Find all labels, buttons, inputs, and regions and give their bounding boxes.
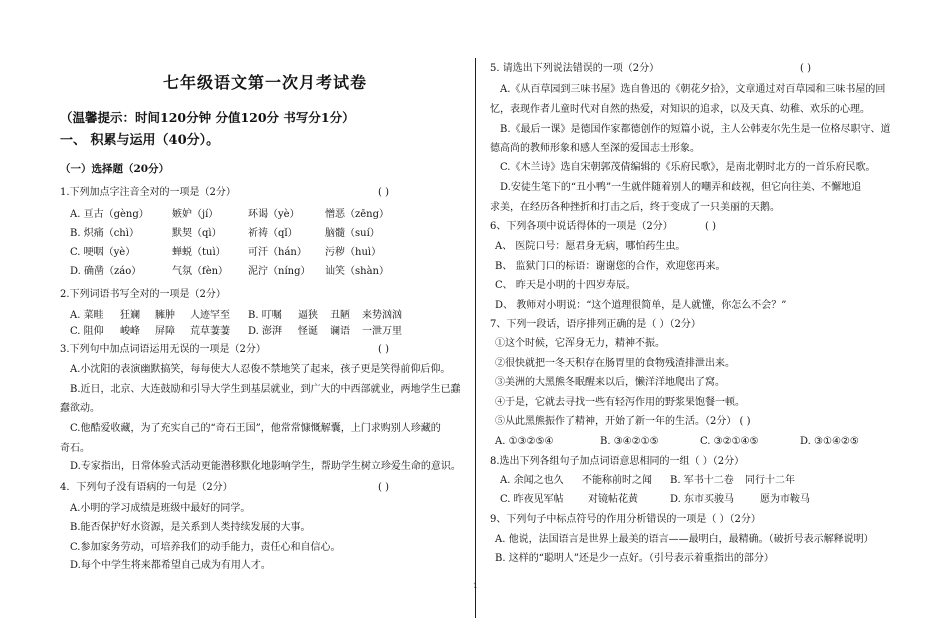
q1-option: 默契（qì） bbox=[172, 228, 222, 239]
q8-option: 对镜帖花黄 bbox=[588, 494, 638, 505]
question-7-stem: 7、下列一段话，语序排列正确的是（ ）（2分） bbox=[490, 319, 701, 330]
q7-option: C. ③②①④⑤ bbox=[700, 436, 759, 447]
q3-option: D.专家指出，日常体验式活动更能潜移默化地影响学生，帮助学生树立珍爱生命的意识。 bbox=[70, 461, 461, 472]
q2-option: 臃肿 bbox=[155, 310, 175, 321]
q1-option: 嫉妒（jí） bbox=[172, 209, 219, 220]
q1-option: 气氛（fèn） bbox=[172, 266, 229, 277]
q8-option: C. 昨夜见军帖 bbox=[500, 494, 564, 505]
q1-option: 憎恶（zēng） bbox=[325, 209, 390, 220]
q6-option: B、 监狱门口的标语：谢谢您的合作，欢迎您再来。 bbox=[495, 261, 726, 272]
q3-option: A.小沈阳的表演幽默搞笑，每每使大人忍俊不禁地笑了起来，孩子更是笑得前仰后仰。 bbox=[70, 364, 451, 375]
q2-option: 狂斓 bbox=[120, 310, 140, 321]
q1-option: 可汗（hán） bbox=[248, 247, 307, 258]
q2-option: 谰语 bbox=[330, 326, 350, 337]
q2-option: B. 叮嘱 bbox=[248, 310, 282, 321]
q2-option: C. 阻仰 bbox=[70, 326, 104, 337]
q4-option: B.能否保护好水资源，是关系到人类持续发展的大事。 bbox=[70, 522, 311, 533]
q1-option: B. 炽痛（chì） bbox=[70, 228, 139, 239]
q6-option: C、 昨天是小明的十四岁寿辰。 bbox=[495, 280, 636, 291]
q2-option: 荒草萋萋 bbox=[190, 326, 230, 337]
question-9-stem: 9、下列句子中标点符号的作用分析错误的一项是（ ）（2分） bbox=[490, 514, 761, 525]
q1-option: D. 确凿（záo） bbox=[70, 266, 142, 277]
q7-sentence: ③美洲的大黑熊冬眠醒来以后，懒洋洋地爬出了窝。 bbox=[495, 377, 725, 388]
q7-option: B. ③④②①⑤ bbox=[600, 436, 659, 447]
answer-blank: ( ) bbox=[705, 221, 716, 232]
q3-option: B.近日，北京、大连鼓励和引导大学生到基层就业，到广大的中西部就业，两地学生已蠢 bbox=[70, 384, 461, 395]
answer-blank: ( ) bbox=[378, 187, 389, 198]
q2-option: 屏障 bbox=[155, 326, 175, 337]
q5-option: 忆，表现作者儿童时代对自然的热爱，对知识的追求，以及天真、幼稚、欢乐的心理。 bbox=[490, 104, 870, 115]
q7-option: D. ③①④②⑤ bbox=[800, 436, 859, 447]
q1-option: 泥泞（níng） bbox=[248, 266, 311, 277]
q2-option: 怪诞 bbox=[298, 326, 318, 337]
q1-option: 环谒（yè） bbox=[248, 209, 300, 220]
answer-blank: ( ) bbox=[378, 482, 389, 493]
answer-blank: ( ) bbox=[800, 63, 811, 74]
q9-option: B. 这样的“聪明人”还是少一点好。（引号表示着重指出的部分） bbox=[495, 553, 774, 564]
q2-option: 峻峰 bbox=[120, 326, 140, 337]
q1-option: 祈祷（qǐ） bbox=[248, 228, 298, 239]
q9-option: A. 他说，法国语言是世界上最美的语言——最明白，最精确。（破折号表示解释说明） bbox=[495, 534, 874, 545]
q5-option: B.《最后一课》是德国作家都德创作的短篇小说，主人公韩麦尔先生是一位格尽职守、道 bbox=[500, 124, 891, 135]
q5-option: D.安徒生笔下的“丑小鸭”一生就伴随着别人的嘲弄和歧视，但它向往美、不懈地追 bbox=[500, 182, 862, 193]
q4-option: A.小明的学习成绩是班级中最好的同学。 bbox=[70, 503, 251, 514]
q2-option: 一泄万里 bbox=[362, 326, 402, 337]
q1-option: A. 亘古（gèng） bbox=[70, 209, 149, 220]
q2-option: 来势汹汹 bbox=[362, 310, 402, 321]
q7-option: A. ①③②⑤④ bbox=[495, 436, 554, 447]
q7-sentence: ④于是，它就去寻找一些有轻泻作用的野浆果饱餐一顿。 bbox=[495, 397, 745, 408]
q5-option: A.《从百草园到三味书屋》选自鲁迅的《朝花夕拾》，文章通过对百草园和三味书屋的回 bbox=[500, 84, 886, 95]
page-number: 1 bbox=[473, 582, 478, 590]
q2-option: 丑陋 bbox=[330, 310, 350, 321]
q3-option: 蠢欲动。 bbox=[60, 403, 100, 414]
question-4-stem: 4．下列句子没有语病的一句是（2分） bbox=[60, 482, 233, 493]
q8-option: B. 军书十二卷 bbox=[670, 475, 734, 486]
q1-option: 讪笑（shàn） bbox=[325, 266, 389, 277]
q4-option: D.每个中学生将来都希望自己成为有用人才。 bbox=[70, 560, 271, 571]
q2-option: A. 菜畦 bbox=[70, 310, 104, 321]
question-2-stem: 2.下列词语书写全对的一项是（2分） bbox=[60, 289, 226, 300]
section-heading: 一、 积累与运用（40分）。 bbox=[60, 133, 220, 148]
q1-option: 脑髓（suí） bbox=[325, 228, 380, 239]
q5-option: 德高尚的教师形象和感人至深的爱国志士形象。 bbox=[490, 143, 700, 154]
q8-option: 不能称前时之闻 bbox=[582, 475, 652, 486]
column-divider bbox=[475, 58, 476, 618]
question-1-stem: 1.下列加点字注音全对的一项是（2分） bbox=[60, 187, 236, 198]
question-3-stem: 3.下列句中加点词语运用无误的一项是（2分） bbox=[60, 344, 266, 355]
q2-option: 人迹罕至 bbox=[190, 310, 230, 321]
answer-blank: ( ) bbox=[378, 344, 389, 355]
question-8-stem: 8.选出下列各组句子加点词语意思相同的一组（ ）（2分） bbox=[490, 456, 745, 467]
q5-option: 求美，在经历各种挫折和打击之后，终于变成了一只美丽的天鹅。 bbox=[490, 202, 780, 213]
q3-option: C.他酷爱收藏，为了充实自己的“奇石王国”，他常常慷慨解囊，上门求购别人珍藏的 bbox=[70, 423, 441, 434]
q2-option: D. 澎湃 bbox=[248, 326, 283, 337]
q1-option: 蝉蜕（tuì） bbox=[172, 247, 226, 258]
q8-option: 愿为市鞍马 bbox=[760, 494, 810, 505]
q7-sentence: ②很快就把一冬天积存在肠胃里的食物残渣排泄出来。 bbox=[495, 358, 735, 369]
question-6-stem: 6、下列各项中说话得体的一项是（2分） bbox=[490, 221, 673, 232]
exam-title: 七年级语文第一次月考试卷 bbox=[163, 73, 368, 92]
q2-option: 逼狭 bbox=[298, 310, 318, 321]
q8-option: A. 余闻之也久 bbox=[500, 475, 564, 486]
exam-tip: （温馨提示：时间120分钟 分值120分 书写分1分） bbox=[60, 110, 355, 125]
q6-option: D、 教师对小明说：“这个道理很简单，是人就懂，你怎么不会？” bbox=[495, 300, 787, 311]
q4-option: C.参加家务劳动，可培养我们的动手能力，责任心和自信心。 bbox=[70, 542, 341, 553]
q8-option: D. 东市买骏马 bbox=[670, 494, 735, 505]
q1-option: 污秽（huì） bbox=[325, 247, 382, 258]
q6-option: A、 医院口号：愿君身无病，哪怕药生虫。 bbox=[495, 241, 686, 252]
q7-sentence: ⑤从此黑熊振作了精神，开始了新一年的生活。（2分） ( ) bbox=[495, 416, 751, 427]
q3-option: 奇石。 bbox=[60, 443, 90, 454]
q7-sentence: ①这个时候，它浑身无力，精神不振。 bbox=[495, 338, 665, 349]
q1-option: C. 哽咽（yè） bbox=[70, 247, 136, 258]
q8-option: 同行十二年 bbox=[745, 475, 795, 486]
subsection-heading: （一）选择题（20分） bbox=[60, 163, 170, 175]
q5-option: C.《木兰诗》选自宋朝郭茂倩编辑的《乐府民歌》，是南北朝时北方的一首乐府民歌。 bbox=[500, 162, 876, 173]
question-5-stem: 5. 请选出下列说法错误的一项（2分） bbox=[490, 63, 660, 74]
